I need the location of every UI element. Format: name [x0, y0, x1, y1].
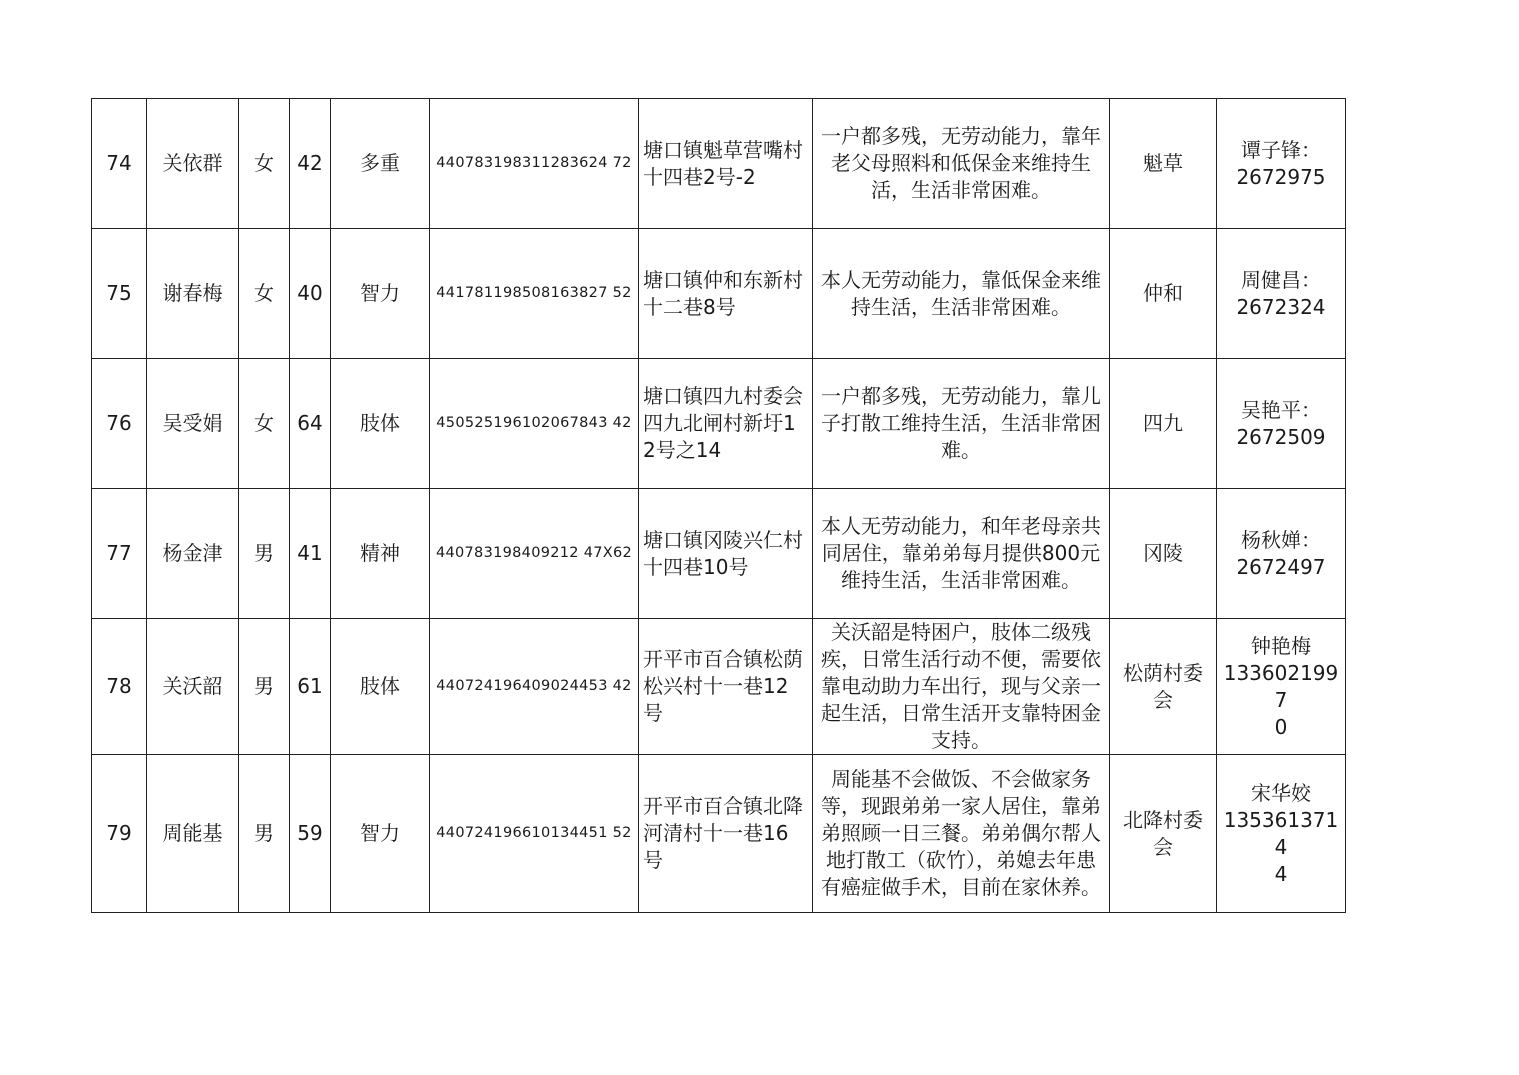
contact-phone: 2672324 [1236, 294, 1326, 319]
description-cell: 关沃韶是特困户，肢体二级残疾，日常生活行动不便，需要依靠电动助力车出行，现与父亲一起生活，日常生活开支靠特困金支持。 [813, 619, 1110, 755]
village-cell: 松荫村委会 [1110, 619, 1217, 755]
id-number-text: 440783198311283624 72 [436, 155, 632, 171]
table-body [92, 99, 1346, 913]
age-cell: 61 [290, 619, 331, 755]
contact-cell [1217, 619, 1346, 755]
age-cell: 42 [290, 99, 331, 229]
contact-cell [1217, 489, 1346, 619]
table-row [92, 619, 1346, 755]
table-row [92, 229, 1346, 359]
age-cell: 64 [290, 359, 331, 489]
disability-type-cell: 精神 [331, 489, 430, 619]
id-number-cell [430, 619, 639, 755]
description-cell: 周能基不会做饭、不会做家务等，现跟弟弟一家人居住，靠弟弟照顾一日三餐。弟弟偶尔帮人地打散工（砍竹），弟媳去年患有癌症做手术，目前在家休养。 [813, 755, 1110, 913]
table-row [92, 489, 1346, 619]
contact-phone-overflow: 0 [1274, 714, 1288, 739]
id-number-cell [430, 99, 639, 229]
address-cell: 塘口镇四九村委会四九北闸村新圩12号之14 [639, 359, 813, 489]
contact-phone: 2672509 [1236, 424, 1326, 449]
id-number-cell [430, 359, 639, 489]
disability-type-cell: 智力 [331, 755, 430, 913]
gender-cell: 男 [239, 619, 290, 755]
description-cell: 本人无劳动能力，靠低保金来维持生活，生活非常困难。 [813, 229, 1110, 359]
table-row [92, 359, 1346, 489]
contact-name: 杨秋婵： [1241, 527, 1321, 552]
contact-phone: 2672497 [1236, 554, 1326, 579]
description-cell: 一户都多残，无劳动能力，靠年老父母照料和低保金来维持生活，生活非常困难。 [813, 99, 1110, 229]
age-cell: 41 [290, 489, 331, 619]
address-cell: 塘口镇魁草营嘴村十四巷2号-2 [639, 99, 813, 229]
disability-type-cell: 智力 [331, 229, 430, 359]
contact-name: 钟艳梅 [1251, 633, 1311, 658]
village-cell: 北降村委会 [1110, 755, 1217, 913]
table-row [92, 755, 1346, 913]
contact-cell [1217, 99, 1346, 229]
village-cell: 魁草 [1110, 99, 1217, 229]
id-number-cell [430, 229, 639, 359]
address-cell: 塘口镇冈陵兴仁村十四巷10号 [639, 489, 813, 619]
contact-cell [1217, 755, 1346, 913]
row-number-cell: 75 [92, 229, 147, 359]
gender-cell: 女 [239, 229, 290, 359]
id-number-cell [430, 755, 639, 913]
name-cell: 关依群 [147, 99, 239, 229]
row-number-cell: 76 [92, 359, 147, 489]
age-cell: 40 [290, 229, 331, 359]
contact-phone: 2672975 [1236, 164, 1326, 189]
contact-phone: 1336021997 [1223, 660, 1339, 712]
description-cell: 本人无劳动能力，和年老母亲共同居住，靠弟弟每月提供800元维持生活，生活非常困难。 [813, 489, 1110, 619]
description-cell: 一户都多残，无劳动能力，靠儿子打散工维持生活，生活非常困难。 [813, 359, 1110, 489]
id-number-text: 441781198508163827 52 [436, 285, 632, 301]
name-cell: 杨金津 [147, 489, 239, 619]
gender-cell: 女 [239, 99, 290, 229]
village-cell: 仲和 [1110, 229, 1217, 359]
row-number-cell: 78 [92, 619, 147, 755]
row-number-cell: 74 [92, 99, 147, 229]
name-cell: 周能基 [147, 755, 239, 913]
name-cell: 吴受娟 [147, 359, 239, 489]
id-number-text: 440783198409212 47X62 [435, 545, 633, 561]
village-cell: 冈陵 [1110, 489, 1217, 619]
name-cell: 谢春梅 [147, 229, 239, 359]
id-number-text: 450525196102067843 42 [436, 415, 632, 431]
contact-name: 谭子锋： [1241, 137, 1321, 162]
address-cell: 开平市百合镇松荫松兴村十一巷12号 [639, 619, 813, 755]
contact-name: 宋华姣 [1251, 780, 1311, 805]
id-number-text: 440724196409024453 42 [436, 678, 632, 694]
address-cell: 塘口镇仲和东新村十二巷8号 [639, 229, 813, 359]
row-number-cell: 77 [92, 489, 147, 619]
id-number-cell [430, 489, 639, 619]
contact-phone: 1353613714 [1223, 807, 1339, 859]
contact-name: 周健昌： [1241, 267, 1321, 292]
disability-type-cell: 肢体 [331, 619, 430, 755]
name-cell: 关沃韶 [147, 619, 239, 755]
contact-phone-overflow: 4 [1274, 861, 1288, 886]
age-cell: 59 [290, 755, 331, 913]
contact-name: 吴艳平： [1241, 397, 1321, 422]
records-table [91, 98, 1346, 913]
address-cell: 开平市百合镇北降河清村十一巷16号 [639, 755, 813, 913]
village-cell: 四九 [1110, 359, 1217, 489]
gender-cell: 男 [239, 755, 290, 913]
contact-cell [1217, 359, 1346, 489]
gender-cell: 女 [239, 359, 290, 489]
table-row [92, 99, 1346, 229]
disability-type-cell: 多重 [331, 99, 430, 229]
row-number-cell: 79 [92, 755, 147, 913]
gender-cell: 男 [239, 489, 290, 619]
disability-type-cell: 肢体 [331, 359, 430, 489]
contact-cell [1217, 229, 1346, 359]
id-number-text: 440724196610134451 52 [436, 825, 632, 841]
